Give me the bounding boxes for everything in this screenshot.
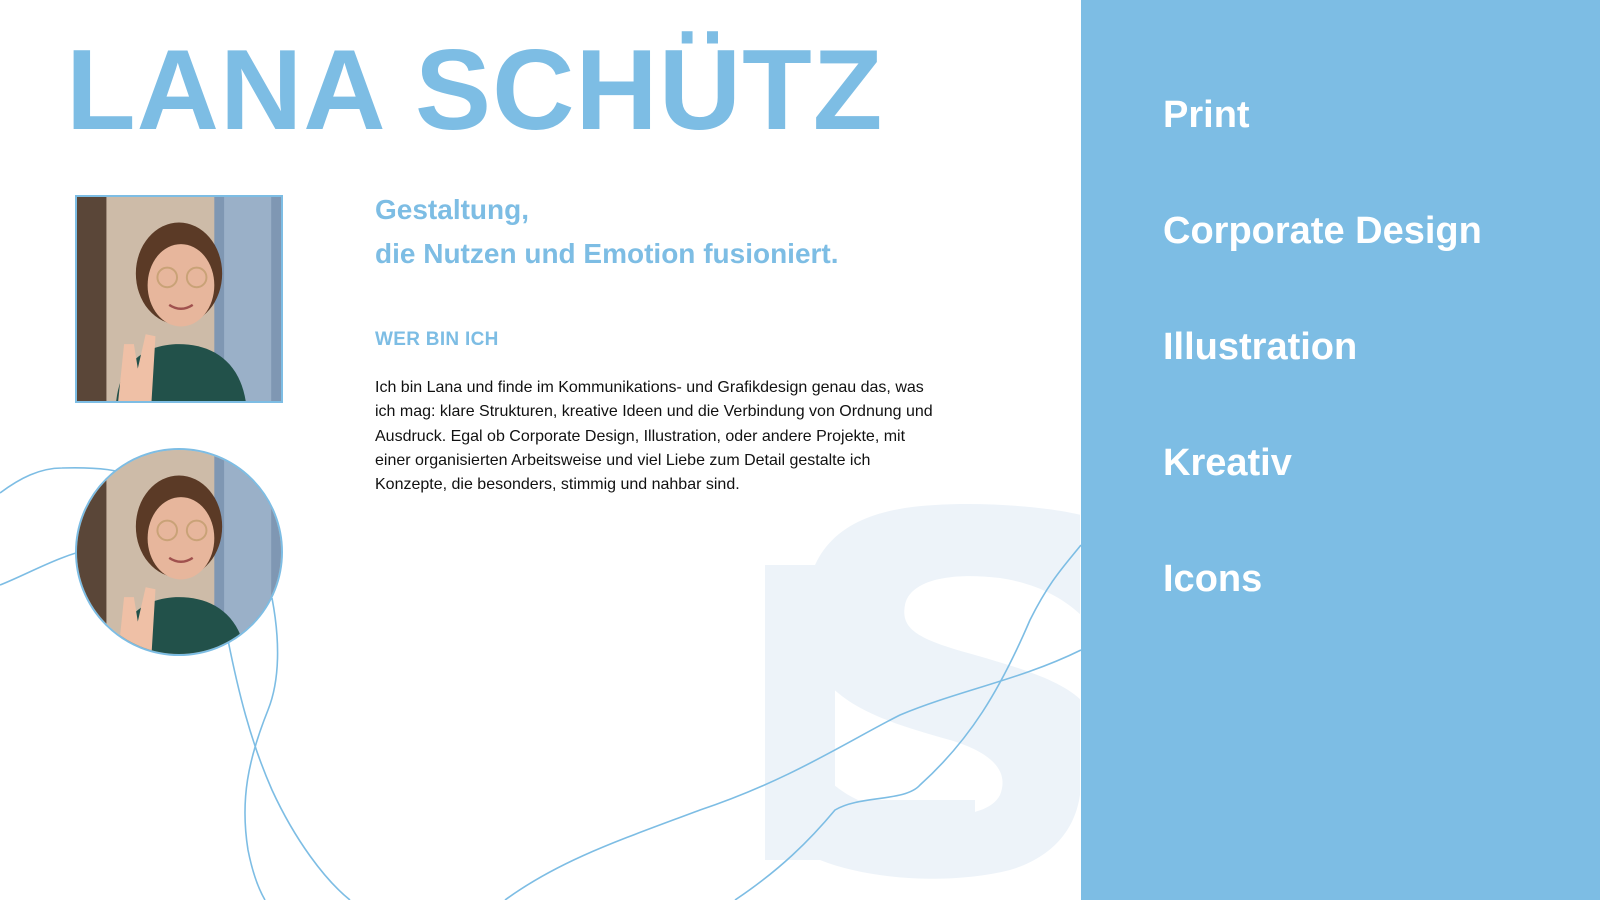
about-text: Ich bin Lana und finde im Kommunikations- und Grafikdesign genau das, was ich mag: klare Strukturen, kreative Ideen und die Verbindung von Ordnung und Ausdruck. Egal ob Corporate Design, Illustration, oder andere Projekte, mit einer organisierten Arbeitsweise und viel Liebe zum Detail gestalte ich Konzepte, die besonders, stimmig und nahbar sind. [375, 379, 933, 494]
portrait-photo-icon [77, 450, 281, 654]
portrait-photo-icon [77, 197, 281, 401]
about-heading: WER BIN ICH [375, 329, 499, 350]
nav-item-icons[interactable]: Icons [1163, 558, 1263, 600]
page-title: LANA SCHÜTZ [66, 27, 884, 154]
nav-item-corporate-design[interactable]: Corporate Design [1163, 210, 1482, 252]
nav-item-kreativ[interactable]: Kreativ [1163, 442, 1292, 484]
profile-photo-square [75, 195, 283, 403]
profile-photo-round [75, 448, 283, 656]
category-nav [1081, 0, 1600, 900]
nav-item-illustration[interactable]: Illustration [1163, 326, 1358, 368]
nav-item-print[interactable]: Print [1163, 94, 1250, 136]
tagline [375, 188, 1015, 276]
tagline-line-1: Gestaltung, [375, 194, 530, 225]
tagline-line-2: die Nutzen und Emotion fusioniert. [375, 238, 839, 269]
